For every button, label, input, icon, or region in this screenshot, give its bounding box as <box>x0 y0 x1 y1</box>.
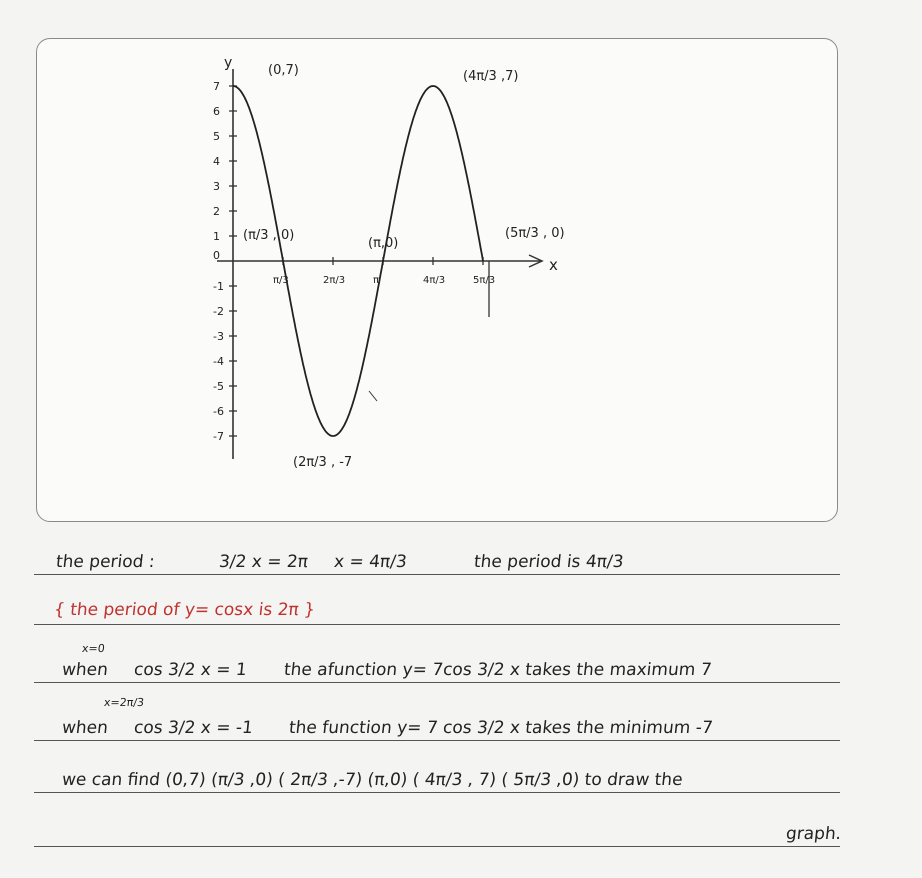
point-label: (2π/3 , -7 <box>293 455 353 470</box>
ruled-line <box>34 624 840 625</box>
point-label-group <box>243 63 565 470</box>
y-tick-label: -3 <box>213 330 224 343</box>
x-axis-label: x <box>549 256 558 274</box>
period-result: the period is 4π/3 <box>472 552 625 572</box>
point-label: (π,0) <box>368 236 399 251</box>
max-statement: the afunction y= 7cos 3/2 x takes the maximum 7 <box>282 660 713 680</box>
y-tick-label: 1 <box>213 230 220 243</box>
ruled-line <box>34 574 840 575</box>
y-tick-label: 5 <box>213 130 220 143</box>
ruled-line <box>34 740 840 741</box>
graph-card <box>36 38 838 522</box>
min-statement: the function y= 7 cos 3/2 x takes the minimum -7 <box>287 718 714 738</box>
y-tick-label: -5 <box>213 380 224 393</box>
x-tick-label: 2π/3 <box>323 275 346 286</box>
y-tick-label: -7 <box>213 430 224 443</box>
max-when: when <box>60 660 109 680</box>
ruled-line <box>34 792 840 793</box>
y-tick-label: -4 <box>213 355 224 368</box>
point-label: (5π/3 , 0) <box>505 226 565 241</box>
x-tick-label: π/3 <box>273 275 289 286</box>
y-tick-label: 7 <box>213 80 220 93</box>
y-tick-label: 6 <box>213 105 220 118</box>
point-label: (0,7) <box>268 63 299 78</box>
max-condition-x: x=0 <box>81 642 106 655</box>
y-axis-label: y <box>224 55 233 71</box>
period-solution: x = 4π/3 <box>332 552 408 572</box>
graph-word: graph. <box>784 824 843 844</box>
y-tick-label: 2 <box>213 205 220 218</box>
min-when: when <box>60 718 109 738</box>
ruled-line <box>34 682 840 683</box>
y-tick-label: -2 <box>213 305 224 318</box>
x-tick-label: 5π/3 <box>473 275 496 286</box>
y-tick-label: -6 <box>213 405 224 418</box>
point-label: (π/3 , 0) <box>243 228 295 243</box>
y-tick-label: 3 <box>213 180 220 193</box>
y-tick-label: -1 <box>213 280 224 293</box>
x-tick-label: π <box>373 275 380 286</box>
notes-section <box>34 520 842 878</box>
period-equation: 3/2 x = 2π <box>217 552 309 572</box>
points-summary: we can find (0,7) (π/3 ,0) ( 2π/3 ,-7) (π,0) ( 4π/3 , 7) ( 5π/3 ,0) to draw the <box>60 770 684 790</box>
y-tick-label: 4 <box>213 155 220 168</box>
min-pointer <box>369 391 377 401</box>
point-label: (4π/3 ,7) <box>463 69 519 84</box>
period-label: the period : <box>54 552 156 572</box>
period-reminder: { the period of y= cosx is 2π } <box>52 600 316 620</box>
x-tick-label: 4π/3 <box>423 275 446 286</box>
ruled-line <box>34 846 840 847</box>
cosine-graph <box>37 39 837 521</box>
max-equation: cos 3/2 x = 1 <box>132 660 248 680</box>
min-condition-x: x=2π/3 <box>103 696 145 709</box>
min-equation: cos 3/2 x = -1 <box>132 718 254 738</box>
y-tick-label: 0 <box>213 249 220 262</box>
